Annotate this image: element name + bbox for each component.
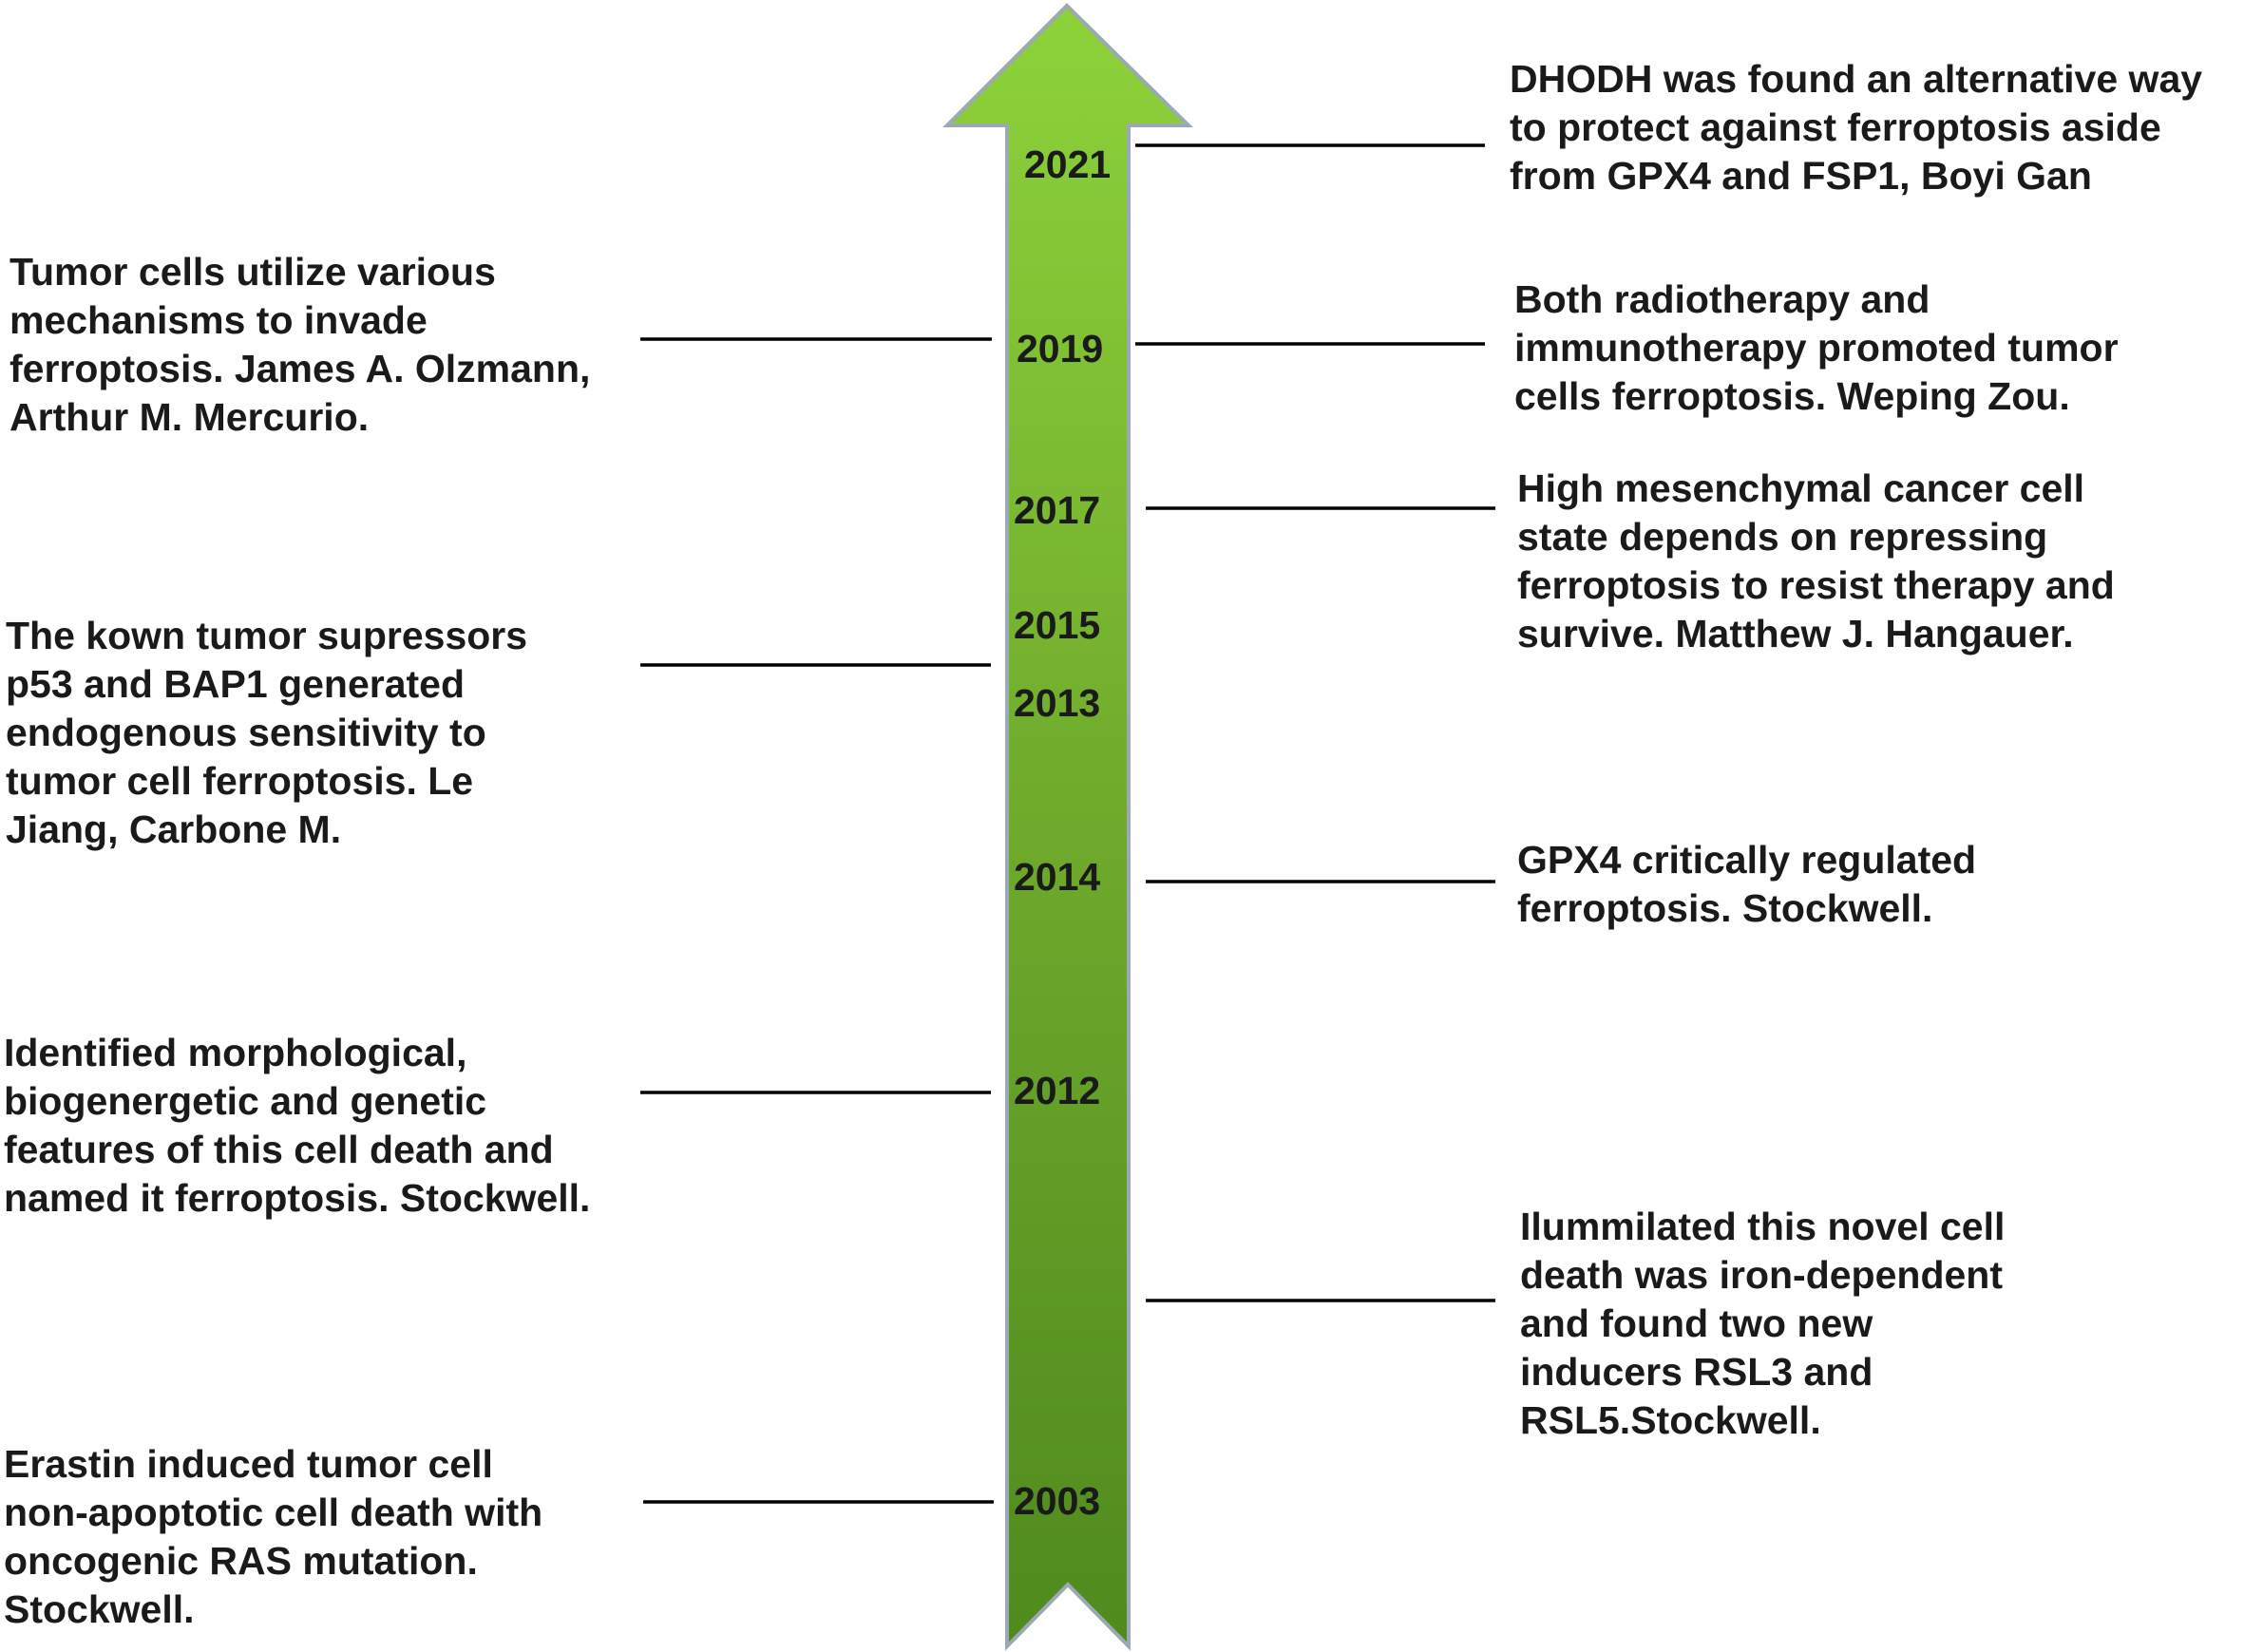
year-label-2019: 2019	[1017, 327, 1104, 370]
year-label-2013: 2013	[1014, 681, 1101, 725]
year-label-2021: 2021	[1024, 142, 1112, 186]
event-text-2015-left: The kown tumor supressors p53 and BAP1 generated endogenous sensitivity to tumor cell ferroptosis. Le Jiang, Carbone M.	[6, 614, 528, 851]
event-text-2014-right: GPX4 critically regulated ferroptosis. Stockwell.	[1517, 838, 1977, 930]
timeline-arrow	[947, 6, 1189, 1646]
event-text-2017-right: High mesenchymal cancer cell state depends on repressing ferroptosis to resist therapy and survive. Matthew J. Hangauer.	[1517, 466, 2115, 655]
event-text-2021-right: DHODH was found an alternative way to protect against ferroptosis aside from GPX4 and FSP1, Boyi Gan	[1510, 57, 2203, 198]
year-label-2014: 2014	[1014, 855, 1101, 899]
event-text-2003-left: Erastin induced tumor cell non-apoptotic cell death with oncogenic RAS mutation. Stockwell.	[4, 1442, 543, 1631]
event-text-2012-left: Identified morphological, biogenergetic and genetic features of this cell death and named it ferroptosis. Stockwell.	[4, 1031, 591, 1220]
event-text-2019-left: Tumor cells utilize various mechanisms to invade ferroptosis. James A. Olzmann, Arthur M. Mercurio.	[10, 250, 591, 439]
event-text-2019-right: Both radiotherapy and immunotherapy promoted tumor cells ferroptosis. Weping Zou.	[1514, 277, 2119, 418]
year-label-2015: 2015	[1014, 603, 1101, 647]
year-label-2003: 2003	[1014, 1479, 1101, 1523]
event-text-2011-right: Ilummilated this novel cell death was iron-dependent and found two new inducers RSL3 and RSL5.Stockwell.	[1520, 1205, 2006, 1442]
year-label-2012: 2012	[1014, 1069, 1101, 1112]
year-label-2017: 2017	[1014, 488, 1101, 532]
